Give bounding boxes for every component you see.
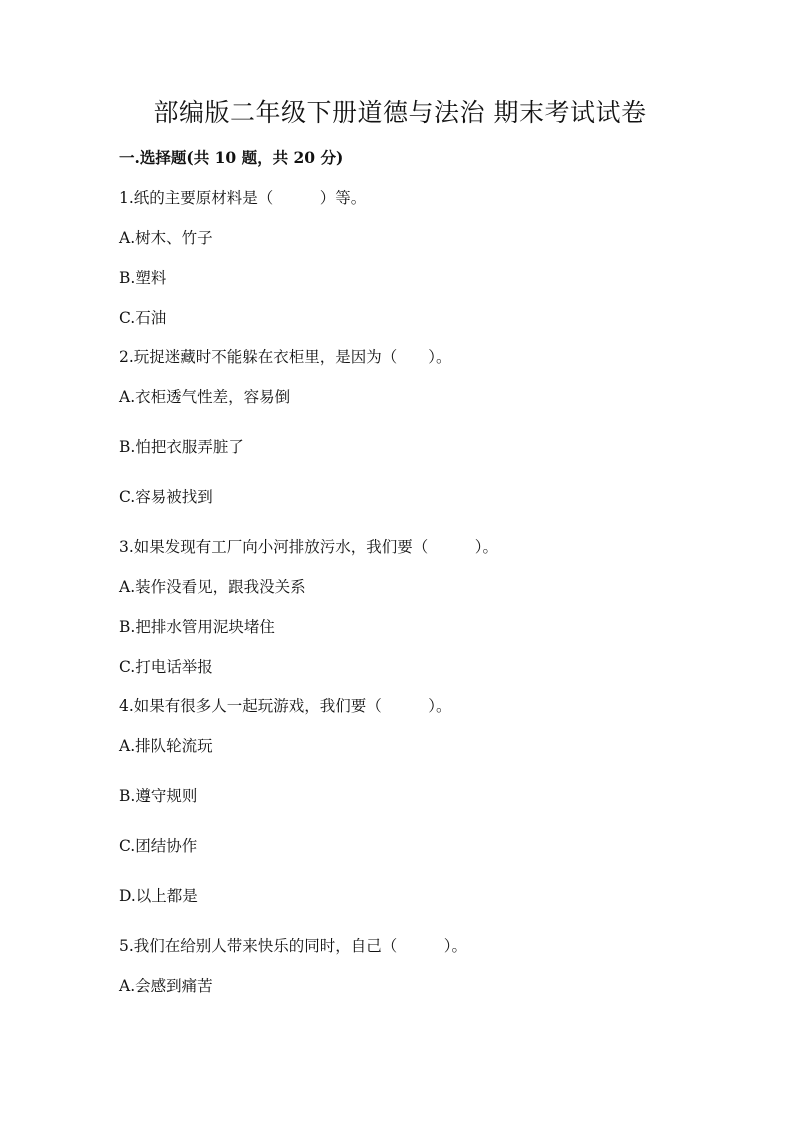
question-5-stem: 5.我们在给别人带来快乐的同时，自己（ ）。 <box>119 937 468 955</box>
question-4-option-b: B.遵守规则 <box>119 787 198 805</box>
question-4-stem: 4.如果有很多人一起玩游戏，我们要（ ）。 <box>119 697 452 715</box>
page-title: 部编版二年级下册道德与法治 期末考试试卷 <box>153 98 647 127</box>
question-1-stem: 1.纸的主要原材料是（ ）等。 <box>119 189 367 207</box>
question-1-option-c: C.石油 <box>119 309 167 327</box>
question-3-option-c: C.打电话举报 <box>119 658 213 676</box>
question-2-option-b: B.怕把衣服弄脏了 <box>119 438 244 456</box>
question-4-option-a: A.排队轮流玩 <box>119 737 213 755</box>
question-3-option-b: B.把排水管用泥块堵住 <box>119 618 275 636</box>
question-3-stem: 3.如果发现有工厂向小河排放污水，我们要（ ）。 <box>119 538 499 556</box>
question-1-option-a: A.树木、竹子 <box>119 229 213 247</box>
question-2-stem: 2.玩捉迷藏时不能躲在衣柜里，是因为（ ）。 <box>119 348 452 366</box>
question-2-option-c: C.容易被找到 <box>119 488 213 506</box>
question-4-option-c: C.团结协作 <box>119 837 198 855</box>
question-1-option-b: B.塑料 <box>119 269 167 287</box>
question-3-option-a: A.装作没看见，跟我没关系 <box>119 578 306 596</box>
question-5-option-a: A.会感到痛苦 <box>119 977 213 995</box>
question-2-option-a: A.衣柜透气性差，容易倒 <box>119 388 291 406</box>
section-heading: 一.选择题(共 10 题，共 20 分) <box>119 148 344 167</box>
question-4-option-d: D.以上都是 <box>119 887 198 905</box>
